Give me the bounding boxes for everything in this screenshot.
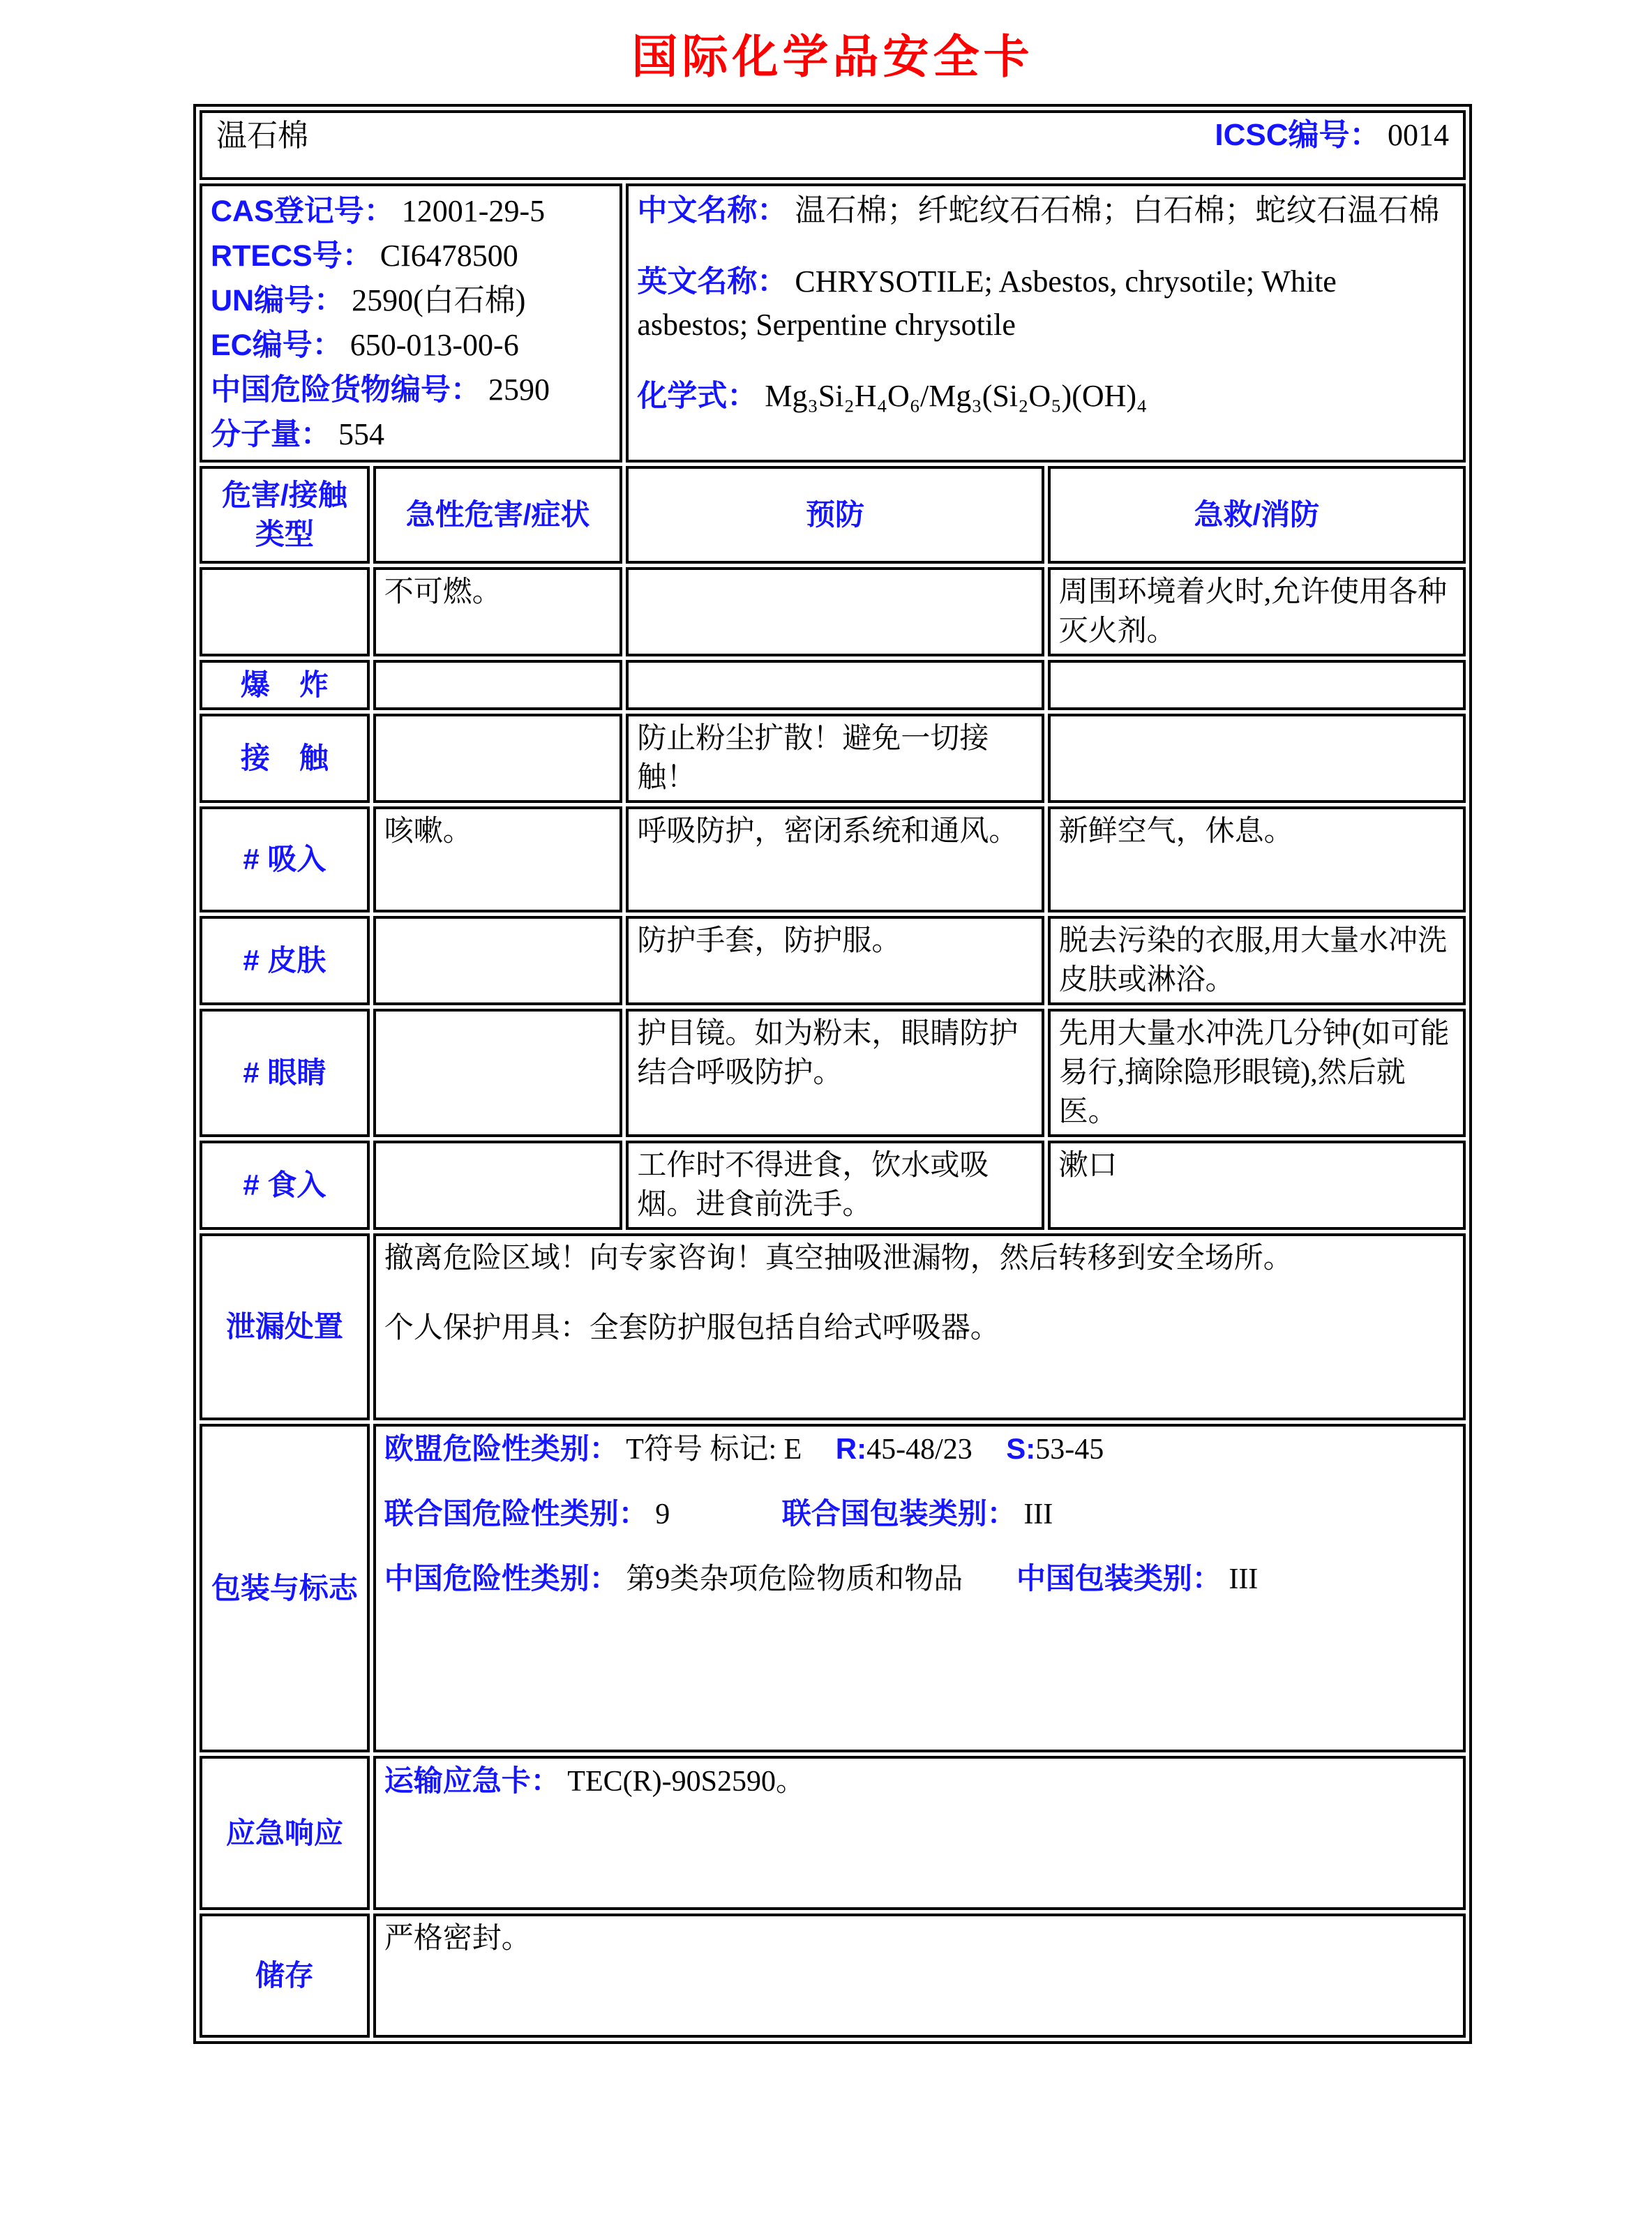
fire-symptoms: 不可燃。	[373, 567, 623, 656]
s-phrase-label: S:	[1006, 1432, 1036, 1465]
row-label-skin: # 皮肤	[200, 916, 370, 1005]
molecular-weight-line	[211, 412, 611, 457]
hazard-row-ingestion	[200, 1141, 1466, 1230]
storage-value: 严格密封。	[384, 1923, 531, 1955]
cas-value: 12001-29-5	[401, 194, 546, 228]
skin-firstaid: 脱去污染的衣服,用大量水冲洗皮肤或淋浴。	[1048, 916, 1466, 1005]
ingestion-firstaid: 漱口	[1048, 1141, 1466, 1230]
contact-symptoms	[373, 714, 623, 803]
storage-content-cell	[373, 1914, 1466, 2038]
section-spill-row	[200, 1233, 1466, 1420]
r-phrase-label: R:	[835, 1432, 867, 1465]
section-label-response: 应急响应	[200, 1756, 370, 1910]
icsc-document-page	[0, 20, 1652, 2240]
molecular-weight-value: 554	[338, 417, 384, 451]
section-label-spill: 泄漏处置	[200, 1233, 370, 1420]
eyes-firstaid: 先用大量水冲洗几分钟(如可能易行,摘除隐形眼镜),然后就医。	[1048, 1009, 1466, 1137]
skin-prevention: 防护手套，防护服。	[626, 916, 1044, 1005]
registry-numbers-cell	[200, 183, 622, 463]
un-label: UN编号：	[211, 284, 345, 317]
rtecs-label: RTECS号：	[211, 239, 373, 273]
hazard-row-explosion	[200, 660, 1466, 710]
hazard-row-inhalation	[200, 806, 1466, 912]
un-pack-label: 联合国包装类别：	[781, 1497, 1016, 1530]
inhalation-prevention: 呼吸防护，密闭系统和通风。	[626, 806, 1044, 912]
un-classification-line	[384, 1494, 1455, 1534]
eu-class-value: T符号 标记: E	[626, 1434, 802, 1466]
ingestion-symptoms	[373, 1141, 623, 1230]
icsc-number-value: 0014	[1388, 118, 1449, 152]
formula-label: 化学式：	[637, 379, 758, 413]
cn-pack-value: III	[1229, 1563, 1259, 1595]
ec-value: 650-013-00-6	[350, 328, 519, 362]
row-label-contact: 接 触	[200, 714, 370, 803]
response-content-cell	[373, 1756, 1466, 1910]
row-label-ingestion: # 食入	[200, 1141, 370, 1230]
hazard-table-header-row	[200, 466, 1466, 564]
packaging-content-cell	[373, 1424, 1466, 1752]
un-number-line	[211, 278, 611, 323]
hazard-row-fire	[200, 567, 1466, 656]
spill-line2: 个人保护用具：全套防护服包括自给式呼吸器。	[384, 1312, 1000, 1344]
english-name-value: CHRYSOTILE; Asbestos, chrysotile; White asbestos; Serpentine chrysotile	[637, 264, 1337, 342]
spill-line1: 撤离危险区域！向专家咨询！真空抽吸泄漏物，然后转移到安全场所。	[384, 1242, 1293, 1275]
cn-classification-line	[384, 1559, 1455, 1599]
substance-header-cell	[200, 110, 1466, 180]
s-phrase-value: 53-45	[1035, 1434, 1104, 1466]
eu-classification-line	[384, 1429, 1455, 1469]
rtecs-value: CI6478500	[380, 239, 518, 273]
formula-value: Mg₃Si₂H₄O₆/Mg₃(Si₂O₅)(OH)₄	[765, 379, 1148, 413]
chinese-name-value: 温石棉；纤蛇纹石石棉；白石棉；蛇纹石温石棉	[795, 193, 1440, 227]
row-label-fire	[200, 567, 370, 656]
row-label-explosion: 爆 炸	[200, 660, 370, 710]
cn-class-label: 中国危险性类别：	[384, 1562, 619, 1595]
eyes-symptoms	[373, 1009, 623, 1137]
header-prevention: 预防	[626, 466, 1044, 564]
icsc-number-label: ICSC编号：	[1215, 118, 1381, 152]
header-hazard-type: 危害/接触类型	[200, 466, 370, 564]
un-value: 2590(白石棉)	[352, 283, 526, 317]
cn-class-value: 第9类杂项危险物质和物品	[626, 1563, 963, 1595]
eyes-prevention: 护目镜。如为粉末，眼睛防护结合呼吸防护。	[626, 1009, 1044, 1137]
section-label-storage: 储存	[200, 1914, 370, 2038]
icsc-card-table	[193, 104, 1472, 2044]
header-firstaid: 急救/消防	[1048, 466, 1466, 564]
transport-card-label: 运输应急卡：	[384, 1764, 560, 1797]
explosion-firstaid	[1048, 660, 1466, 710]
hazard-row-contact	[200, 714, 1466, 803]
header-symptoms: 急性危害/症状	[373, 466, 623, 564]
names-cell	[626, 183, 1466, 463]
section-label-packaging: 包装与标志	[200, 1424, 370, 1752]
page-title: 国际化学品安全卡	[631, 32, 1034, 83]
fire-prevention	[626, 567, 1044, 656]
explosion-prevention	[626, 660, 1044, 710]
ec-label: EC编号：	[211, 329, 343, 362]
section-packaging-row	[200, 1424, 1466, 1752]
english-name-block	[637, 260, 1455, 347]
china-goods-label: 中国危险货物编号：	[211, 373, 481, 407]
chinese-name-block	[637, 189, 1455, 232]
un-class-value: 9	[655, 1498, 670, 1531]
contact-firstaid	[1048, 714, 1466, 803]
skin-symptoms	[373, 916, 623, 1005]
identification-row	[200, 183, 1466, 463]
hazard-row-skin	[200, 916, 1466, 1005]
eu-class-label: 欧盟危险性类别：	[384, 1432, 619, 1465]
substance-header-row	[200, 110, 1466, 180]
rtecs-number-line	[211, 234, 611, 278]
cas-number-line	[211, 189, 611, 234]
china-goods-value: 2590	[488, 373, 550, 407]
un-class-label: 联合国危险性类别：	[384, 1497, 648, 1530]
china-goods-number-line	[211, 368, 611, 412]
substance-name: 温石棉	[216, 118, 308, 153]
formula-block	[637, 375, 1455, 418]
molecular-weight-label: 分子量：	[211, 418, 331, 451]
spill-content-cell	[373, 1233, 1466, 1420]
inhalation-firstaid: 新鲜空气，休息。	[1048, 806, 1466, 912]
ingestion-prevention: 工作时不得进食，饮水或吸烟。进食前洗手。	[626, 1141, 1044, 1230]
english-name-label: 英文名称：	[637, 265, 788, 299]
cas-label: CAS登记号：	[211, 195, 394, 228]
cn-pack-label: 中国包装类别：	[1016, 1562, 1222, 1595]
inhalation-symptoms: 咳嗽。	[373, 806, 623, 912]
explosion-symptoms	[373, 660, 623, 710]
un-pack-value: III	[1023, 1498, 1053, 1531]
ec-number-line	[211, 323, 611, 368]
row-label-inhalation: # 吸入	[200, 806, 370, 912]
fire-firstaid: 周围环境着火时,允许使用各种灭火剂。	[1048, 567, 1466, 656]
r-phrase-value: 45-48/23	[866, 1434, 973, 1466]
row-label-eyes: # 眼睛	[200, 1009, 370, 1137]
chinese-name-label: 中文名称：	[637, 194, 788, 227]
contact-prevention: 防止粉尘扩散！避免一切接触！	[626, 714, 1044, 803]
section-response-row	[200, 1756, 1466, 1910]
transport-card-value: TEC(R)-90S2590。	[567, 1766, 805, 1798]
icsc-number-group	[1215, 116, 1449, 156]
hazard-row-eyes	[200, 1009, 1466, 1137]
section-storage-row	[200, 1914, 1466, 2038]
